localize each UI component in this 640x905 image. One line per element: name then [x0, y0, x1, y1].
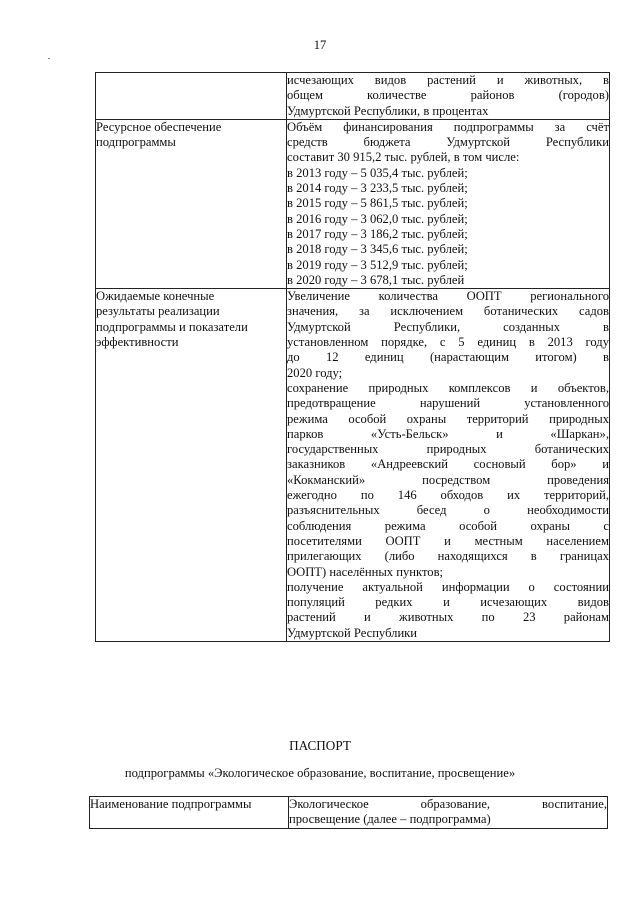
text-line: Экологическое образование, воспитание, [289, 797, 607, 811]
text-line: «Кокманский» посредством проведения [287, 472, 609, 487]
text-line: 2020 году; [287, 365, 343, 380]
text-line: парков «Усть-Бельск» и «Шаркан», [287, 426, 609, 441]
table-row [90, 797, 608, 829]
text-line: заказников «Андреевский сосновый бор» и [287, 457, 609, 472]
text-line: средств бюджета Удмуртской Республики [287, 135, 609, 150]
label-line: результаты реализации [96, 304, 220, 319]
text-line: получение актуальной информации о состоянии [287, 579, 609, 594]
table-row [96, 289, 610, 642]
label-line: Ожидаемые конечные [96, 289, 215, 304]
passport-table-continued [95, 72, 610, 642]
text-line: растений и животных по 23 районам [287, 610, 609, 625]
text-line: значения, за исключением ботанических садов [287, 304, 609, 319]
row-label-cell: Наименование подпрограммы [90, 797, 289, 829]
row-value-cell [287, 73, 610, 120]
text-line: посетителями ООПТ и местным населением [287, 533, 609, 548]
text-line: режима особой охраны территорий природных [287, 411, 609, 426]
label-line: подпрограммы и показатели [96, 319, 248, 334]
row-label-cell [96, 289, 287, 642]
text-line: Удмуртской Республики, в процентах [287, 103, 489, 118]
text-line: в 2014 году – 3 233,5 тыс. рублей; [287, 181, 468, 196]
text-line: соблюдения режима особой охраны с [287, 518, 609, 533]
text-line: исчезающих видов растений и животных, в [287, 73, 609, 87]
text-line: Увеличение количества ООПТ регионального [287, 289, 609, 304]
text-line: популяций редких и исчезающих видов [287, 595, 609, 610]
passport-table [89, 796, 608, 829]
text-line: в 2019 году – 3 512,9 тыс. рублей; [287, 257, 468, 272]
label-line: подпрограммы [96, 135, 176, 150]
text-line: Объём финансирования подпрограммы за счёт [287, 119, 609, 134]
text-line: ООПТ) населённых пунктов; [287, 564, 444, 579]
label-line: Ресурсное обеспечение [96, 119, 222, 134]
text-line: в 2016 году – 3 062,0 тыс. рублей; [287, 211, 468, 226]
page-number: 17 [313, 38, 327, 52]
row-value-cell [287, 119, 610, 288]
text-line: общем количестве районов (городов) [287, 88, 609, 103]
text-line: разъяснительных бесед о необходимости [287, 503, 609, 518]
row-value-cell [289, 797, 608, 829]
text-line: прилегающих (либо находящихся в границах [287, 549, 609, 564]
passport-title: ПАСПОРТ [289, 738, 351, 753]
text-line: Удмуртской Республики [287, 625, 418, 640]
scan-speck [48, 58, 50, 59]
table-row [96, 119, 610, 288]
text-line: в 2013 году – 5 035,4 тыс. рублей; [287, 165, 468, 180]
text-line: в 2017 году – 3 186,2 тыс. рублей; [287, 226, 468, 241]
text-line: в 2020 году – 3 678,1 тыс. рублей [287, 272, 465, 287]
text-line: государственных природных ботанических [287, 442, 609, 457]
text-line: сохранение природных комплексов и объектов, [287, 380, 609, 395]
text-line: ежегодно по 146 обходов их территорий, [287, 488, 609, 503]
label-line: эффективности [96, 335, 179, 350]
row-value-cell [287, 289, 610, 642]
text-line: до 12 единиц (нарастающим итогом) в [287, 350, 609, 365]
row-label-cell [96, 119, 287, 288]
passport-subtitle: подпрограммы «Экологическое образование, воспитание, просвещение» [124, 766, 516, 780]
row-label-cell [96, 73, 287, 120]
text-line: установленном порядке, с 5 единиц в 2013 году [287, 335, 609, 350]
text-line: просвещение (далее – подпрограмма) [289, 812, 491, 827]
text-line: предотвращение нарушений установленного [287, 396, 609, 411]
text-line: составит 30 915,2 тыс. рублей, в том числе: [287, 150, 520, 165]
text-line: в 2015 году – 5 861,5 тыс. рублей; [287, 196, 468, 211]
table-row [96, 73, 610, 120]
text-line: Удмуртской Республики, созданных в [287, 319, 609, 334]
text-line: в 2018 году – 3 345,6 тыс. рублей; [287, 242, 468, 257]
